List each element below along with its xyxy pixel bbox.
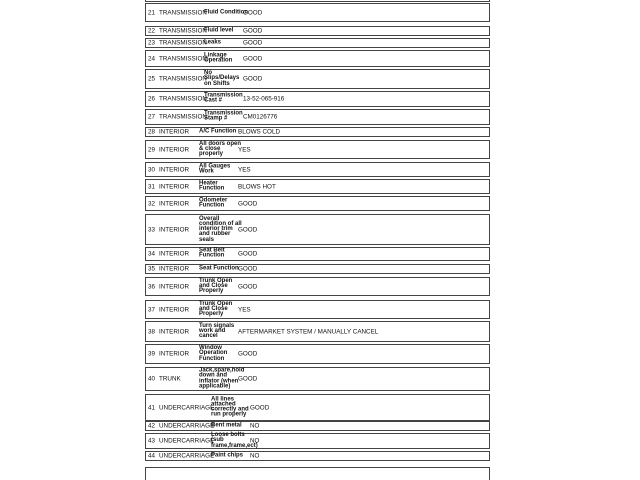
row-number: 34 [148,250,156,258]
row-number: 28 [148,128,156,136]
table-row [145,321,490,342]
table-row [145,127,490,137]
row-number: 32 [148,200,156,207]
item-label: Odometer Function [199,197,228,209]
category-cell: INTERIOR [159,306,190,313]
item-label: Paint chips [211,452,244,459]
item-value: GOOD [238,250,258,258]
table-row [145,214,490,245]
category-cell: INTERIOR [159,128,190,136]
category-cell: TRUNK [159,375,181,383]
table-row [145,421,490,431]
table-row [145,394,490,421]
item-label: Trunk Open and Close Properly [199,277,233,295]
category-cell: UNDERCARRIAGE [159,452,215,460]
category-cell: TRANSMISSION [159,9,207,16]
row-number: 43 [148,437,156,445]
item-label: Seat Belt Function [199,247,225,259]
item-value: GOOD [238,226,258,233]
row-number: 29 [148,146,156,153]
table-row [145,26,490,36]
category-cell: INTERIOR [159,183,190,190]
row-number: 36 [148,283,156,290]
category-cell: TRANSMISSION [159,39,207,47]
item-value: GOOD [238,350,258,358]
item-label: Bent metal [211,422,242,429]
row-number: 40 [148,375,156,383]
item-label: Fluid level [204,27,234,34]
item-label: Window Operation Function [199,345,228,362]
item-value: GOOD [238,283,258,290]
row-number: 22 [148,27,156,35]
table-row [145,109,490,125]
category-cell: TRANSMISSION [159,95,207,103]
item-value: YES [238,146,251,153]
row-number: 39 [148,350,156,358]
item-label: Loose bolts (sub frame,frame,ect) [211,432,258,449]
table-row [145,50,490,67]
table-row [145,277,490,296]
category-cell: INTERIOR [159,328,190,335]
table-row [145,451,490,461]
item-label: Linkage Operation [204,52,233,64]
item-label: Jack,spare,hold down and inflator (when applicable) [199,367,245,390]
item-label: Turn signals work and cancel [199,322,235,340]
table-row [145,162,490,177]
category-cell: UNDERCARRIAGE [159,437,215,445]
item-label: Trunk Open and Close Properly [199,300,233,318]
table-row [145,140,490,159]
row-number: 42 [148,422,156,430]
category-cell: INTERIOR [159,350,190,358]
row-number: 41 [148,404,156,411]
row-number: 27 [148,113,156,121]
table-row [145,3,490,22]
category-cell: INTERIOR [159,166,190,173]
item-label: Transmission Cast # [204,92,243,104]
category-cell: INTERIOR [159,250,190,258]
row-number: 26 [148,95,156,103]
table-row [145,433,490,449]
item-value: GOOD [238,200,258,207]
item-value: GOOD [243,39,263,47]
table-row [145,367,490,391]
item-value: YES [238,166,251,173]
item-value: 13-52-065-916 [243,95,285,103]
category-cell: INTERIOR [159,283,190,290]
item-value: BLOWS HOT [238,183,276,190]
item-value: GOOD [243,55,263,62]
item-label: A/C Function [199,128,237,135]
table-row [145,38,490,48]
item-label: Transmission Stamp # [204,110,243,122]
item-value: GOOD [238,375,258,383]
row-number: 23 [148,39,156,47]
row-number: 24 [148,55,156,62]
item-label: Overall condition of all interior trim and rubber seals [199,215,242,243]
category-cell: TRANSMISSION [159,113,207,121]
item-value: NO [250,437,260,445]
item-label: All doors open & close properly [199,140,241,158]
item-value: YES [238,306,251,313]
item-label: Fluid Condition [204,8,248,15]
category-cell: TRANSMISSION [159,27,207,35]
item-value: NO [250,422,260,430]
category-cell: UNDERCARRIAGE [159,404,215,411]
item-value: GOOD [243,75,263,83]
item-value: GOOD [243,27,263,35]
category-cell: TRANSMISSION [159,75,207,83]
item-value: NO [250,452,260,460]
item-value: GOOD [238,265,258,273]
row-number: 33 [148,226,156,233]
item-label: Heater Function [199,180,225,192]
category-cell: UNDERCARRIAGE [159,422,215,430]
item-value: BLOWS COLD [238,128,280,136]
item-value: GOOD [243,9,263,16]
item-label: No Slips/Delays on Shifts [204,70,240,87]
category-cell: TRANSMISSION [159,55,207,62]
table-row-partial [145,467,490,480]
item-value: GOOD [250,404,270,411]
table-row [145,69,490,89]
table-row-partial [145,0,490,2]
category-cell: INTERIOR [159,146,190,153]
item-value: CM0126776 [243,113,278,121]
table-row [145,179,490,194]
row-number: 30 [148,166,156,173]
row-number: 37 [148,306,156,313]
table-row [145,196,490,211]
row-number: 25 [148,75,156,83]
table-row [145,247,490,261]
row-number: 31 [148,183,156,190]
item-label: Seat Function [199,265,239,272]
row-number: 35 [148,265,156,273]
table-row [145,91,490,107]
item-value: AFTERMARKET SYSTEM / MANUALLY CANCEL [238,328,379,335]
row-number: 21 [148,9,156,16]
table-row [145,344,490,364]
row-number: 38 [148,328,156,335]
category-cell: INTERIOR [159,200,190,207]
row-number: 44 [148,452,156,460]
category-cell: INTERIOR [159,265,190,273]
table-row [145,264,490,274]
category-cell: INTERIOR [159,226,190,233]
table-row [145,300,490,319]
item-label: All Gauges Work [199,163,231,175]
item-label: All lines attached correctly and run properly [211,395,249,418]
item-label: Leaks [204,39,222,46]
